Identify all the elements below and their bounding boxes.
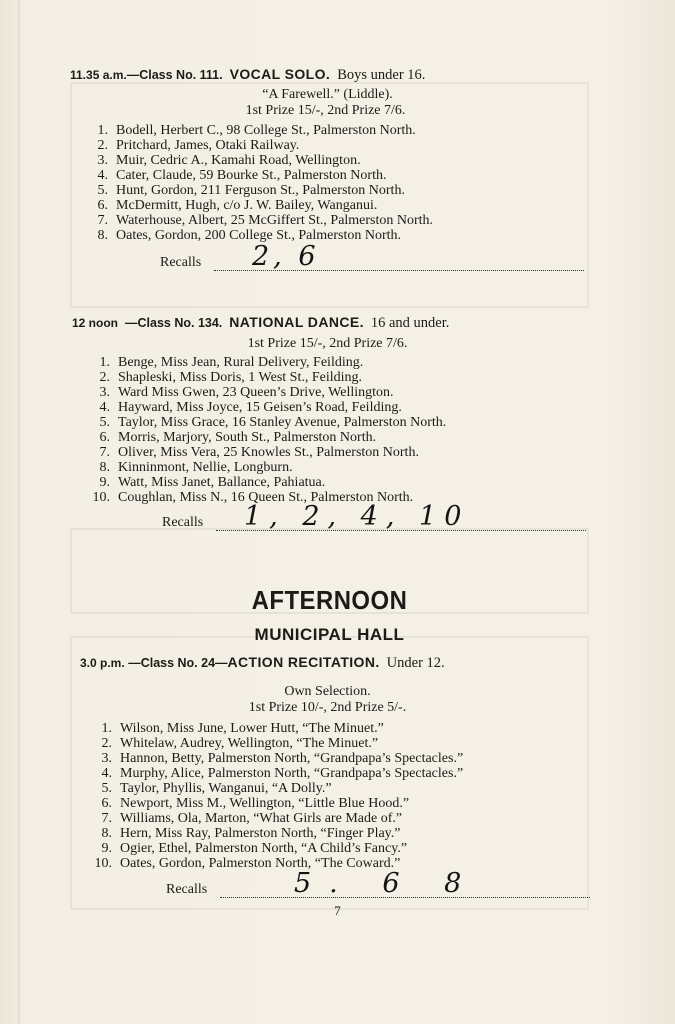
entry-number: 1. — [101, 721, 112, 736]
entry-number: 10. — [94, 856, 112, 871]
entry-text: Oliver, Miss Vera, 25 Knowles St., Palmerston North. — [118, 445, 419, 460]
entry-text: McDermitt, Hugh, c/o J. W. Bailey, Wanganui. — [116, 198, 378, 213]
entry-number: 6. — [99, 430, 110, 445]
class-heading — [72, 314, 449, 332]
list-item — [99, 385, 446, 400]
recalls-line — [166, 868, 480, 899]
entry-text: Morris, Marjory, South St., Palmerston North. — [118, 430, 377, 445]
prize-line: 1st Prize 15/-, 2nd Prize 7/6. — [247, 336, 408, 351]
entry-number: 1. — [97, 123, 108, 138]
entry-text: Kinninmont, Nellie, Longburn. — [118, 460, 293, 475]
entry-number: 6. — [101, 796, 112, 811]
entry-text: Ogier, Ethel, Palmerston North, “A Child’s Fancy.” — [120, 841, 408, 856]
entry-number: 8. — [97, 228, 108, 243]
entry-text: Hern, Miss Ray, Palmerston North, “Finger Play.” — [120, 826, 401, 841]
entry-number: 8. — [101, 826, 112, 841]
list-item — [101, 751, 464, 766]
entry-text: Muir, Cedric A., Kamahi Road, Wellington. — [116, 153, 361, 168]
page-fold-shadow — [18, 0, 20, 1024]
entry-number: 2. — [97, 138, 108, 153]
entry-text: Wilson, Miss June, Lower Hutt, “The Minuet.” — [120, 721, 384, 736]
recalls-handwritten: 1, 2, 4, 10 — [244, 501, 470, 532]
entry-number: 7. — [101, 811, 112, 826]
entry-text: Taylor, Miss Grace, 16 Stanley Avenue, Palmerston North. — [118, 415, 447, 430]
list-item — [99, 445, 446, 460]
list-item — [101, 826, 463, 841]
list-item — [101, 721, 463, 736]
list-item — [97, 168, 433, 183]
venue-heading: MUNICIPAL HALL — [254, 625, 405, 644]
entry-text: Oates, Gordon, Palmerston North, “The Coward.” — [120, 856, 401, 871]
entry-text: Cater, Claude, 59 Bourke St., Palmerston North. — [116, 168, 387, 183]
entry-text: Watt, Miss Janet, Ballance, Pahiatua. — [118, 475, 326, 490]
recalls-line — [160, 241, 320, 272]
own-selection: Own Selection. — [284, 684, 371, 699]
entry-text: Waterhouse, Albert, 25 McGiffert St., Palmerston North. — [116, 213, 434, 228]
class-heading — [70, 66, 425, 84]
entry-number: 7. — [99, 445, 110, 460]
test-piece: “A Farewell.” (Liddle). — [262, 87, 393, 102]
entry-text: Benge, Miss Jean, Rural Delivery, Feilding. — [118, 355, 364, 370]
class-title: VOCAL SOLO. — [229, 66, 331, 82]
list-item — [99, 475, 446, 490]
entry-list — [92, 355, 447, 505]
afternoon-heading: AFTERNOON — [251, 585, 408, 615]
entry-number: 9. — [99, 475, 110, 490]
list-item — [101, 781, 463, 796]
entry-list — [97, 123, 434, 243]
entry-number: 4. — [101, 766, 112, 781]
recalls-label: Recalls — [166, 882, 208, 897]
list-item — [101, 796, 463, 811]
entry-text: Newport, Miss M., Wellington, “Little Blue Hood.” — [120, 796, 410, 811]
entry-text: Pritchard, James, Otaki Railway. — [116, 138, 300, 153]
list-item — [99, 460, 446, 475]
entry-number: 1. — [99, 355, 110, 370]
recalls-label: Recalls — [162, 515, 204, 530]
class-condition: Boys under 16. — [337, 67, 426, 83]
list-item — [99, 370, 446, 385]
entry-text: Williams, Ola, Marton, “What Girls are Made of.” — [120, 811, 403, 826]
entry-text: Taylor, Phyllis, Wanganui, “A Dolly.” — [120, 781, 332, 796]
class-number: —Class No. 24— — [128, 656, 228, 670]
list-item — [101, 766, 464, 781]
class-heading — [80, 654, 445, 672]
entry-number: 4. — [99, 400, 110, 415]
page-number: 7 — [334, 903, 341, 918]
entry-number: 5. — [101, 781, 112, 796]
entry-text: Hayward, Miss Joyce, 15 Geisen’s Road, Feilding. — [118, 400, 402, 415]
list-item — [97, 138, 433, 153]
list-item — [99, 355, 446, 370]
recalls-handwritten: 2, 6 — [252, 241, 320, 272]
entry-text: Ward Miss Gwen, 23 Queen’s Drive, Wellington. — [118, 385, 394, 400]
class-title: ACTION RECITATION. — [227, 654, 380, 670]
entry-text: Hunt, Gordon, 211 Ferguson St., Palmerston North. — [116, 183, 405, 198]
entry-number: 6. — [97, 198, 108, 213]
class-condition: Under 12. — [386, 655, 445, 671]
entry-text: Hannon, Betty, Palmerston North, “Grandpapa’s Spectacles.” — [120, 751, 464, 766]
entry-text: Whitelaw, Audrey, Wellington, “The Minuet.” — [120, 736, 379, 751]
entry-number: 3. — [99, 385, 110, 400]
class-number: —Class No. 134. — [125, 316, 223, 330]
entry-number: 2. — [99, 370, 110, 385]
class-time: 12 noon — [72, 316, 119, 330]
entry-text: Shapleski, Miss Doris, 1 West St., Feilding. — [118, 370, 363, 385]
list-item — [101, 811, 463, 826]
entry-number: 2. — [101, 736, 112, 751]
entry-number: 5. — [99, 415, 110, 430]
entry-number: 5. — [97, 183, 108, 198]
list-item — [101, 736, 463, 751]
recalls-line — [162, 501, 470, 532]
list-item — [99, 430, 446, 445]
entry-text: Murphy, Alice, Palmerston North, “Grandpapa’s Spectacles.” — [120, 766, 464, 781]
list-item — [97, 213, 434, 228]
class-time: 11.35 a.m. — [70, 68, 127, 82]
recalls-label: Recalls — [160, 255, 202, 270]
list-item — [99, 415, 447, 430]
entry-text: Coughlan, Miss N., 16 Queen St., Palmerston North. — [118, 490, 414, 505]
list-item — [97, 153, 433, 168]
entry-text: Bodell, Herbert C., 98 College St., Palmerston North. — [116, 123, 416, 138]
entry-number: 10. — [92, 490, 110, 505]
entry-list — [94, 721, 464, 871]
entry-number: 4. — [97, 168, 108, 183]
class-title: NATIONAL DANCE. — [229, 314, 364, 330]
list-item — [97, 198, 433, 213]
list-item — [99, 400, 446, 415]
list-item — [101, 841, 463, 856]
entry-number: 8. — [99, 460, 110, 475]
entry-number: 3. — [97, 153, 108, 168]
entry-number: 7. — [97, 213, 108, 228]
prize-line: 1st Prize 15/-, 2nd Prize 7/6. — [245, 103, 406, 118]
class-time: 3.0 p.m. — [80, 656, 125, 670]
list-item — [97, 183, 433, 198]
entry-number: 9. — [101, 841, 112, 856]
list-item — [97, 123, 433, 138]
class-condition: 16 and under. — [370, 315, 450, 331]
entry-number: 3. — [101, 751, 112, 766]
class-number: —Class No. 111. — [126, 68, 223, 82]
recalls-handwritten: 5. 6 8 — [294, 868, 480, 899]
prize-line: 1st Prize 10/-, 2nd Prize 5/-. — [248, 700, 407, 715]
entry-text: Oates, Gordon, 200 College St., Palmerston North. — [116, 228, 402, 243]
